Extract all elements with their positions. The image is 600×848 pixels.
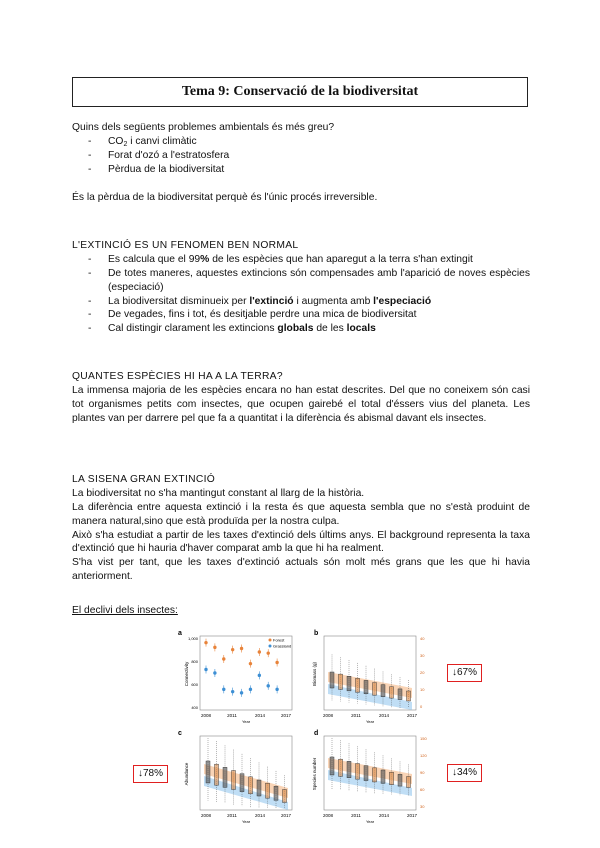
panel-a-ytick: 600 xyxy=(191,682,198,687)
panel-d-xtick: 2017 xyxy=(406,813,418,818)
panel-b-ytick: 10 xyxy=(420,687,425,692)
panel-b-boxes xyxy=(328,654,412,710)
panel-b-ytick: 30 xyxy=(420,653,425,658)
box xyxy=(390,772,394,785)
panel-d-ytick: 60 xyxy=(420,787,425,792)
section1-item: - Es calcula que el 99% de les espècies que han aparegut a la terra s'han extingit xyxy=(72,253,530,267)
panel-a-points xyxy=(204,639,279,697)
box xyxy=(330,757,334,775)
panel-d-ylabel: Species number xyxy=(312,757,317,791)
box xyxy=(398,774,402,786)
box xyxy=(381,685,385,697)
panel-d-ytick: 120 xyxy=(420,753,427,758)
intro-options xyxy=(72,135,530,177)
page-title: Tema 9: Conservació de la biodiversitat xyxy=(181,83,419,99)
box xyxy=(339,674,343,689)
panel-d-xlabel: Year xyxy=(365,819,375,824)
data-point-forest xyxy=(275,661,278,664)
box xyxy=(390,687,394,698)
panel-b-xtick: 2014 xyxy=(378,713,390,718)
box xyxy=(381,770,385,783)
data-point-forest xyxy=(231,648,234,651)
panel-d-label: d xyxy=(314,730,319,737)
panel-c-ylabel: Abundance xyxy=(184,762,189,786)
title-box xyxy=(72,77,528,107)
box xyxy=(398,689,402,700)
panel-b-ytick: 0 xyxy=(420,704,423,709)
box xyxy=(266,783,270,798)
box xyxy=(407,691,411,701)
legend-forest: Forest xyxy=(273,637,285,643)
legend-grassland-marker xyxy=(269,645,272,648)
data-point-forest xyxy=(213,646,216,649)
box xyxy=(356,678,360,692)
panel-b-xtick: 2011 xyxy=(351,713,361,718)
decline-badge-d: ↓34% xyxy=(447,764,482,782)
panel-a-ytick: 800 xyxy=(191,659,198,664)
data-point-grassland xyxy=(275,688,278,691)
data-point-grassland xyxy=(249,688,252,691)
section1-heading: L'EXTINCIÓ ES UN FENOMEN BEN NORMAL xyxy=(72,240,299,251)
box xyxy=(356,764,360,780)
panel-d-ytick: 30 xyxy=(420,804,425,809)
section1-item: - De vegades, fins i tot, és desitjable perdre una mica de biodiversitat xyxy=(72,308,530,322)
data-point-forest xyxy=(249,662,252,665)
data-point-grassland xyxy=(267,684,270,687)
panel-d-ytick: 150 xyxy=(420,736,427,741)
data-point-grassland xyxy=(213,671,216,674)
section2-heading: QUANTES ESPÈCIES HI HA A LA TERRA? xyxy=(72,371,283,382)
data-point-forest xyxy=(222,657,225,660)
box xyxy=(407,777,411,788)
panel-d-boxes xyxy=(328,738,412,796)
data-point-grassland xyxy=(240,691,243,694)
panel-d-xtick: 2014 xyxy=(378,813,390,818)
panel-a-xtick: 2011 xyxy=(227,713,237,718)
option-biodiversity: - Pèrdua de la biodiversitat xyxy=(72,163,530,177)
section3-line: La diferència entre aquesta extinció i la resta és que aquesta sembla que no s'està produint de manera natural,sino que està produïda per la nostra culpa. xyxy=(72,501,530,527)
data-point-grassland xyxy=(258,674,261,677)
legend-grassland: Grassland xyxy=(273,643,292,649)
option-ozone: - Forat d'ozó a l'estratosfera xyxy=(72,149,530,163)
section3-line: Això s'ha estudiat a partir de les taxes d'extinció dels últims anys. El background representa la taxa d'extinció que hi hauria d'haver comparat amb la que hi ha realment. xyxy=(72,529,530,555)
section3-heading: LA SISENA GRAN EXTINCIÓ xyxy=(72,474,216,485)
box xyxy=(223,767,227,787)
box xyxy=(364,766,368,781)
panel-d-xtick: 2011 xyxy=(351,813,361,818)
box xyxy=(347,761,351,777)
section2-text: La immensa majoria de les espècies encara no han estat descrites. Del que no coneixem són casi tot organismes petits com insectes, que ocupen gairebé el total d'éssers vius del planeta. Les plantes van per darrere pel que fa a quantitat i la diferència és abismal davant els insectes. xyxy=(72,384,530,424)
panel-c-boxes xyxy=(204,738,288,810)
data-point-forest xyxy=(267,651,270,654)
panel-c-xtick: 2011 xyxy=(227,813,237,818)
panel-d-ytick: 90 xyxy=(420,770,425,775)
panel-c-xlabel: Year xyxy=(241,819,251,824)
data-point-grassland xyxy=(222,688,225,691)
panel-b-ytick: 40 xyxy=(420,636,425,641)
box xyxy=(274,786,278,800)
panel-a-ytick: 1,000 xyxy=(187,636,198,641)
panel-c-xtick: 2017 xyxy=(280,813,292,818)
section-sixth-extinction xyxy=(72,473,530,584)
decline-badge-b: ↓67% xyxy=(447,664,482,682)
box xyxy=(240,774,244,792)
decline-badge-c: ↓78% xyxy=(133,765,168,783)
box xyxy=(339,759,343,776)
legend-forest-marker xyxy=(269,639,272,642)
box xyxy=(373,683,377,696)
section1-item: - Cal distingir clarament les extincions globals de les locals xyxy=(72,322,530,336)
panel-a xyxy=(178,630,292,724)
panel-c-xtick: 2014 xyxy=(254,813,266,818)
panel-a-label: a xyxy=(178,630,182,637)
section3-line: La biodiversitat no s'ha mantingut constant al llarg de la història. xyxy=(72,487,365,499)
panel-d-xtick: 2008 xyxy=(322,813,334,818)
panel-b-xtick: 2017 xyxy=(406,713,418,718)
section1-item: - De totes maneres, aquestes extincions són compensades amb l'aparició de noves espècies (especiació) xyxy=(72,267,530,295)
panel-a-xtick: 2017 xyxy=(280,713,292,718)
box xyxy=(373,768,377,782)
box xyxy=(206,761,210,783)
data-point-forest xyxy=(240,647,243,650)
panel-d xyxy=(312,730,427,824)
panel-b-xlabel: Year xyxy=(365,719,375,724)
intro-section xyxy=(72,121,530,205)
box xyxy=(347,676,351,691)
panel-b xyxy=(312,630,425,724)
data-point-grassland xyxy=(231,690,234,693)
section1-list xyxy=(72,253,530,336)
section-species-count xyxy=(72,370,530,426)
section3-line: S'ha vist per tant, que les taxes d'extinció actuals són molt més grans que les que hi havia anteriorment. xyxy=(72,557,530,583)
panel-b-label: b xyxy=(314,630,319,637)
box xyxy=(257,780,261,796)
panel-b-ylabel: Biomass (g) xyxy=(312,661,317,687)
data-point-grassland xyxy=(204,668,207,671)
section1-item: - La biodiversitat disminueix per l'extinció i augmenta amb l'especiació xyxy=(72,295,530,309)
panel-c xyxy=(178,730,292,824)
box xyxy=(364,680,368,693)
insect-decline-figure xyxy=(176,626,436,826)
box xyxy=(330,672,334,688)
panel-c-label: c xyxy=(178,730,182,737)
box xyxy=(232,771,236,790)
data-point-forest xyxy=(204,641,207,644)
section-extinction xyxy=(72,239,530,336)
option-co2: - $CO_2$ i canvi climàtic xyxy=(72,135,530,149)
figure-caption: El declivi dels insectes: xyxy=(72,605,178,616)
panel-a-xtick: 2014 xyxy=(254,713,266,718)
panel-a-xlabel: Year xyxy=(241,719,251,724)
data-point-forest xyxy=(258,650,261,653)
box xyxy=(249,777,253,794)
panel-a-xtick: 2008 xyxy=(200,713,212,718)
panel-a-ytick: 400 xyxy=(191,705,198,710)
panel-b-ytick: 20 xyxy=(420,670,425,675)
intro-answer: És la pèrdua de la biodiversitat perquè és l'únic procés irreversible. xyxy=(72,192,378,204)
panel-c-xtick: 2008 xyxy=(200,813,212,818)
box xyxy=(283,790,287,803)
panel-b-xtick: 2008 xyxy=(322,713,334,718)
box xyxy=(215,764,219,785)
intro-question: Quins dels següents problemes ambientals és més greu? xyxy=(72,122,335,133)
panel-a-ylabel: Connectivity xyxy=(184,661,189,687)
